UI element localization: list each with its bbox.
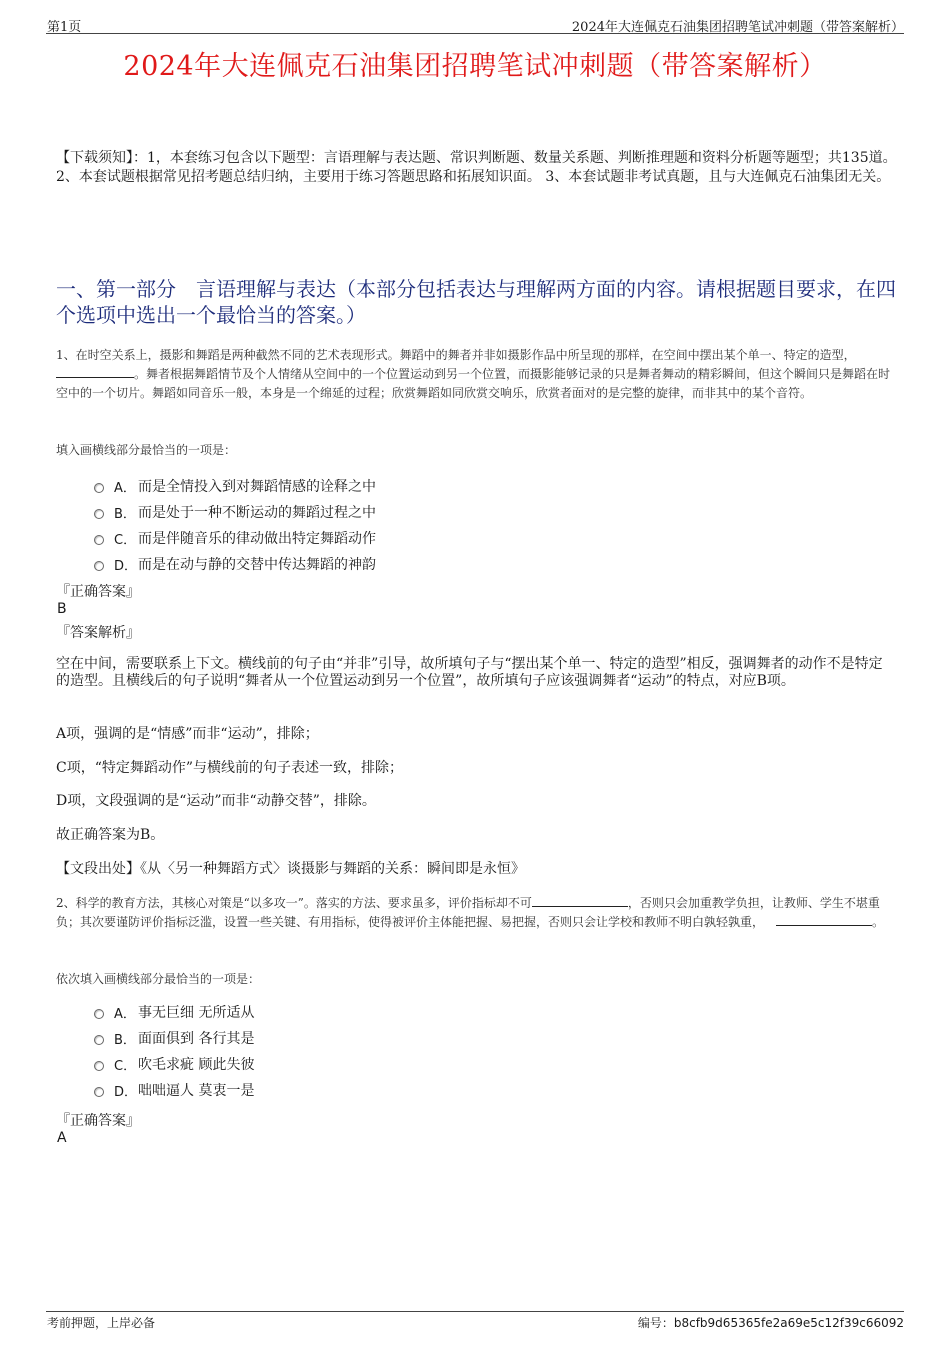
question-1-prompt: 填入画横线部分最恰当的一项是： xyxy=(56,443,237,457)
option-d[interactable] xyxy=(94,551,376,577)
option-text: 咄咄逼人 莫衷一是 xyxy=(138,1083,255,1099)
question-1-options xyxy=(94,473,376,577)
analysis-option-d: D项，文段强调的是“运动”而非“动静交替”，排除。 xyxy=(56,793,376,809)
section-heading: 一、第一部分 言语理解与表达（本部分包括表达与理解两方面的内容。请根据题目要求，在四个选项中选出一个最恰当的答案。） xyxy=(56,277,896,327)
analysis-conclusion: 故正确答案为B。 xyxy=(56,827,165,843)
question-2-text-part-a: 2、科学的教育方法，其核心对策是“以多攻一”。落实的方法、要求虽多，评价指标却不可 xyxy=(56,896,532,910)
document-code xyxy=(638,1314,904,1331)
question-1-text-part-a: 1、在时空关系上，摄影和舞蹈是两种截然不同的艺术表现形式。舞蹈中的舞者并非如摄影作品中所呈现的那样，在空间中摆出某个单一、特定的造型， xyxy=(56,348,856,362)
correct-answer-label: 『正确答案』 xyxy=(56,1113,140,1129)
answer-blank xyxy=(56,365,134,378)
option-text: 而是全情投入到对舞蹈情感的诠释之中 xyxy=(138,479,376,495)
option-text: 而是在动与静的交替中传达舞蹈的神韵 xyxy=(138,557,376,573)
option-d[interactable] xyxy=(94,1077,254,1103)
question-1-text xyxy=(56,346,898,403)
analysis-option-c: C项，“特定舞蹈动作”与横线前的句子表述一致，排除； xyxy=(56,760,404,776)
question-1-text-part-b: 。舞者根据舞蹈情节及个人情绪从空间中的一个位置运动到另一个位置，而摄影能够记录的只是舞者舞动的精彩瞬间，但这个瞬间只是舞蹈在时空中的一个切片。舞蹈如同音乐一般，本身是一个绵延的过程；欣赏舞蹈如同欣赏交响乐，欣赏者面对的是完整的旋律，而非其中的某个音符。 xyxy=(56,367,891,400)
page-title: 2024年大连佩克石油集团招聘笔试冲刺题（带答案解析） xyxy=(123,51,827,82)
radio-icon[interactable] xyxy=(94,483,104,493)
question-2-text-part-b: ，否则只会加重教学负担，让教师、学生不堪重负；其次要谨防评价指标泛滥，设置一些关键、有用指标，使得被评价主体能把握、易把握，否则只会让学校和教师不明白孰轻孰重， xyxy=(56,896,880,929)
radio-icon[interactable] xyxy=(94,561,104,571)
option-letter: A． xyxy=(114,480,136,496)
option-b[interactable] xyxy=(94,499,376,525)
document-code-value: b8cfb9d65365fe2a69e5c12f39c66092 xyxy=(673,1316,904,1330)
option-c[interactable] xyxy=(94,525,376,551)
analysis-label: 『答案解析』 xyxy=(56,625,140,641)
option-a[interactable] xyxy=(94,473,376,499)
radio-icon[interactable] xyxy=(94,509,104,519)
radio-icon[interactable] xyxy=(94,535,104,545)
correct-answer-label: 『正确答案』 xyxy=(56,584,140,600)
analysis-option-a: A项，强调的是“情感”而非“运动”，排除； xyxy=(56,726,319,742)
correct-answer: A xyxy=(57,1130,67,1146)
option-b[interactable] xyxy=(94,1025,254,1051)
option-text: 而是伴随音乐的律动做出特定舞蹈动作 xyxy=(138,531,376,547)
answer-blank xyxy=(776,913,872,926)
radio-icon[interactable] xyxy=(94,1087,104,1097)
option-c[interactable] xyxy=(94,1051,254,1077)
analysis-paragraph: 空在中间，需要联系上下文。横线前的句子由“并非”引导，故所填句子与“摆出某个单一、特定的造型”相反，强调舞者的动作不是特定的造型。且横线后的句子说明“舞者从一个位置运动到另一个位置”，故所填句子应该强调舞者“运动”的特点，对应B项。 xyxy=(56,656,883,689)
correct-answer: B xyxy=(57,601,67,617)
radio-icon[interactable] xyxy=(94,1061,104,1071)
question-2-text-part-c: 。 xyxy=(872,915,885,929)
option-letter: C． xyxy=(114,532,137,548)
option-letter: A． xyxy=(114,1006,136,1022)
header-doc-title: 2024年大连佩克石油集团招聘笔试冲刺题（带答案解析） xyxy=(571,20,904,35)
header-divider xyxy=(46,33,904,34)
option-letter: C． xyxy=(114,1058,137,1074)
question-2-prompt: 依次填入画横线部分最恰当的一项是： xyxy=(56,972,261,986)
text-source: 【文段出处】《从〈另一种舞蹈方式〉谈摄影与舞蹈的关系：瞬间即是永恒》 xyxy=(56,861,525,877)
option-text: 事无巨细 无所适从 xyxy=(138,1005,255,1021)
question-2-text xyxy=(56,894,898,932)
option-letter: B． xyxy=(114,506,136,522)
document-code-label: 编号： xyxy=(637,1316,674,1330)
download-notice: 【下载须知】：1，本套练习包含以下题型：言语理解与表达题、常识判断题、数量关系题、判断推理题和资料分析题等题型；共135道。 2、本套试题根据常见招考题总结归纳，主要用于练习答题思路和拓展知识面。 3、本套试题非考试真题，且与大连佩克石油集团无关。 xyxy=(56,150,897,185)
option-letter: B． xyxy=(114,1032,136,1048)
option-text: 吹毛求疵 顾此失彼 xyxy=(138,1057,255,1073)
option-letter: D． xyxy=(114,1084,138,1100)
option-a[interactable] xyxy=(94,999,254,1025)
radio-icon[interactable] xyxy=(94,1009,104,1019)
page-number: 第1页 xyxy=(47,20,82,35)
footer-divider xyxy=(46,1311,904,1312)
radio-icon[interactable] xyxy=(94,1035,104,1045)
option-text: 面面俱到 各行其是 xyxy=(138,1031,255,1047)
footer-slogan: 考前押题，上岸必备 xyxy=(47,1316,156,1330)
answer-blank xyxy=(532,894,628,907)
option-letter: D． xyxy=(114,558,138,574)
question-2-options xyxy=(94,999,254,1103)
option-text: 而是处于一种不断运动的舞蹈过程之中 xyxy=(138,505,376,521)
